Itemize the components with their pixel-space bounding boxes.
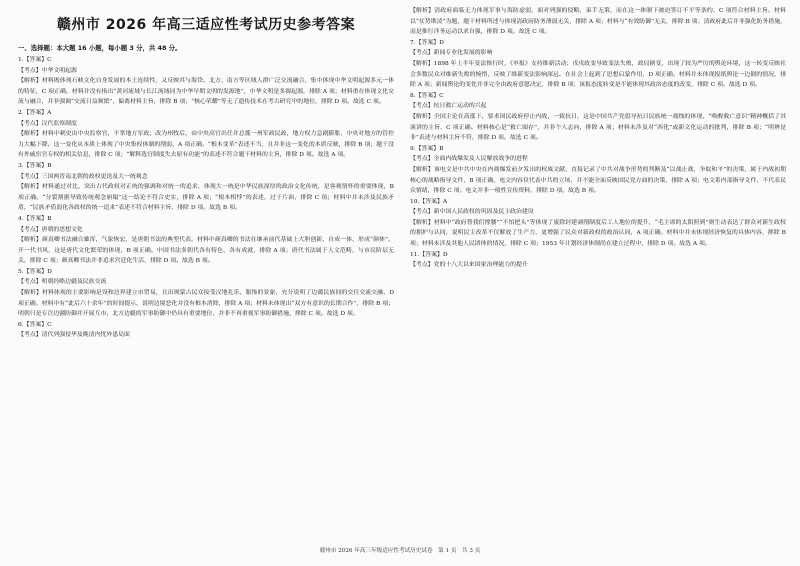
answer-line: 7.【答案】D — [410, 39, 444, 46]
answer-line: 【考点】全面内战爆发及人民解放战争的进程 — [410, 156, 528, 163]
answer-explanation: 【解析】材料体现的主要影响是设和边界建立市贸易，且出现蒙古民众接受汉地礼乐、服饰的景象，充分说明了边疆民族间的交往交流交融，D 项正确。材料中有“此后六十余年”的时间提示，说明边境恶化并没有根本消除，排除 A 项；材料未体现出“双方有意识的长期合作”，排除 B 项；明朝只是专注边疆防御并开展互市，北方边疆的军事防御中仍具有重要地位，并非不再重视军事防御措施，排除 C 项。故选 D 项。 — [18, 290, 394, 318]
answer-line: 4.【答案】B — [18, 215, 52, 222]
answer-explanation: 【解析】该电文是中共中央在内战爆发前夕发出的权威文献，直接记录了中共对战争形势的判断及“以战止战，争取和平”的决策，属于内战初期核心的战略指导文件，B 项正确。电文内容仅代表中共的立场，并不能全面反映国民党方面的决策，排除 A 项；电文系内部指导文件，不代表民众情绪，排除 C 项；电文并非一般性宣传资料，排除 D 项。故选 B 项。 — [410, 166, 786, 195]
answer-line: 3.【答案】B — [18, 162, 52, 169]
answer-line: 【考点】党的十八大以来国家治理能力的提升 — [410, 262, 528, 269]
page-footer: 赣州市 2026 年高三年级适应性考试历史试卷 第 1 页 共 3 页 — [319, 548, 481, 554]
answer-explanation: 【解析】材料通过对比，突出古代政权对正统的强调和对统一的追求，体现大一统是中华民族深厚的政治文化传统，是客观情怀的重要体现，B 项正确。“分裂割据导致传统观念崩塌”这一结论不符合史实，排除 A 项；“根本相悖”的表述，过于片面，排除 C 项；材料中并未涉及民族矛盾，“民族矛盾弱化各政权的统一追求”表述不符合材料主旨，排除 D 项。故选 B 项。 — [18, 184, 394, 212]
answer-explanation: 【解析】清政府面临无力体现军事与海防虚弱，面对列强的侵略，束手无策，而在这一体制下被迫签订不平等条约，C 项符合材料主旨。材料以“仗势欺凌”为题，题干材料所述与体现清政府防务薄弱无关，排除 A 项；材料与“有效防御”无关，排除 B 项；清政府此后并非强化防务措施，而是推行洋务运动以求自强，排除 D 项。故选 C 项。 — [410, 8, 786, 36]
answer-line: 11.【答案】D — [410, 251, 448, 258]
answer-line: 9.【答案】B — [410, 145, 444, 152]
answer-line: 【考点】新中国人民政权的巩固及民主政治建设 — [410, 209, 534, 216]
answer-line: 【考点】抗日救亡运动的兴起 — [410, 103, 487, 110]
section-heading: 一、选择题：本大题 16 小题，每小题 3 分，共 48 分。 — [18, 44, 182, 52]
answer-line: 【考点】清代列强侵华及晚清内忧外患局面 — [18, 332, 130, 339]
answer-line: 2.【答案】A — [18, 109, 52, 116]
answer-explanation: 【解析】颜真卿书法融合雄浑，气象恢宏，是唐朝书法的典型代表。材料中颜真卿的书法在继承前代基础上大胆创新，自成一体，形成“颜体”，开一代书风，这是唐代文化繁荣的体现，B 项正确。中国书法多朝代各有特色，各有成就，排除 A 项；唐代书法属于人文范畴，与市民阶层无关，排除 C 项；颜真卿书法并非追求宫廷化生活，排除 D 项。故选 B 项。 — [18, 237, 394, 265]
answer-line: 1.【答案】C — [18, 57, 52, 63]
document-title: 赣州市 2026 年高三适应性考试历史参考答案 — [56, 17, 356, 33]
left-column — [18, 6, 394, 534]
answer-explanation: 【解析】全国主论在高涨下，要求国民政府停止内战、一致抗日，这是中国共产党倡导抗日民族统一战线的体现，“唤醒救亡意识”精神概括了其演讲的主旨，C 项正确。材料核心是“救亡图存”，并非个人志向，排除 A 项；材料未涉及对“西化”或新文化运动的批判，排除 B 项；“明辨是非”表述与材料主旨不符，排除 D 项。故选 C 项。 — [410, 113, 786, 142]
answer-line: 【考点】唐朝的思想文化 — [18, 226, 83, 233]
answer-line: 10.【答案】A — [410, 198, 448, 205]
answer-line: 【考点】三国两晋南北朝的政权更迭及大一统观念 — [18, 173, 148, 180]
answer-explanation: 【解析】材料中刺史由中央监察官，不掌地方军政；改为州牧后，由中央高官出任并总揽一州军政民政，地方权力急剧膨胀，中央对地方的管控力大幅下降，这一变化从本质上体现了中央集权体制的削弱，A 项正确。“根本变革”表述不当，且并非这一变化的本质反映，排除 B 项；题干没有外戚宦官专权的相关信息，排除 C 项；“解释选官制度失去原有功能”的表述不符合题干材料的主旨，排除 D 项。故选 A 项。 — [18, 131, 394, 159]
answer-explanation: 【解析】材料既体现石峡文化自身发展的本土连续性，又反映其与海岱、北方、南方等区域人群广泛交流融合，集中体现中华文明起源多元一体的特征，C 项正确。材料并没有指出“黄河流域与长江流域同为中华早期文明的发源地”，中华文明是多源起源，排除 A 项；材料重在体现文化交流与融合，并非强调“交流日益频繁”，偏离材料主旨，排除 B 项；“核心荣耀”等无了遗传技术在考古研究中的地位，排除 D 项。故选 C 项。 — [18, 78, 394, 106]
answer-line: 【考点】汉代监察制度 — [18, 120, 77, 127]
answer-explanation: 【解析】1898 年上半年变法推行时，《申报》支持维新活动；戊戌政变导致变法失败，政局剧变，出现了较为严厉的舆论环境，这一转变反映社会多数民众对维新失败的惋惜，反映了维新变法影响深远，在社会上起到了思想启蒙作用，D 项正确。材料并未体现报纸舆论一边倒的情况，排除 A 项；新闻舆论的变化并非完全由政府意愿决定，排除 B 项；该报态度转变是不能体现其政治态度的改变，排除 C 项。故选 D 项。 — [410, 60, 786, 89]
answer-line: 【考点】中华文明起源 — [18, 67, 77, 74]
answer-line: 6.【答案】C — [18, 321, 52, 328]
answer-explanation: 【解析】材料中“政府替我们撑腰”“不怕把头”等体现了废除封建剥削制度后工人地位的提升，“毛主席的太阳照到”则生动表达了群众对新生政权的拥护与认同，说明民主改革不仅解放了生产力，更增强了民众对新政权的政治认同，A 项正确。材料中并未体现经济恢复的具体内容，排除 B 项；材料未涉及其他人民团体的情况，排除 C 项；1953 年计划经济体制尚在建立过程中，排除 D 项。故选 A 项。 — [410, 219, 786, 248]
answer-line: 8.【答案】C — [410, 92, 444, 99]
right-column — [410, 6, 786, 534]
answer-line: 【考点】明朝经略边疆及民族交流 — [18, 279, 107, 286]
answer-line: 【考点】新闻专业化发展的影响 — [410, 50, 493, 57]
answer-line: 5.【答案】D — [18, 268, 52, 275]
